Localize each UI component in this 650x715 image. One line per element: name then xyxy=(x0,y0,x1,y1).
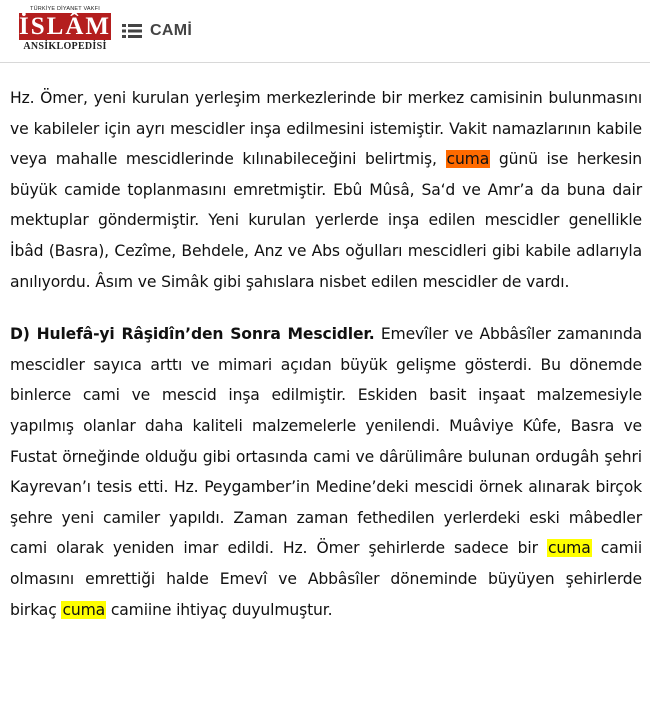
logo-main-text: İSLÂM xyxy=(19,13,111,40)
article-body xyxy=(0,63,650,625)
section-heading: D) Hulefâ-yi Râşidîn’den Sonra Mescidler. xyxy=(10,325,375,344)
search-highlight[interactable]: cuma xyxy=(548,539,591,558)
site-header xyxy=(0,0,650,63)
paragraph-text: Emevîler ve Abbâsîler zamanında mescidler sayıca arttı ve mimari açıdan büyük gelişme gösterdi. Bu dönemde binlerce cami ve mescid inşa edilmiştir. Eskiden basit inşaat malzemesiyle yapılmış olanlar daha kaliteli malzemelerle yenilendi. Muâviye Kûfe, Basra ve Fustat örneğinde olduğu gibi ortasında cami ve dârülimâre bulunan ordugâh şehri Kayrevan’ı tesis etti. Hz. Peygamber’in Medine’deki mescidi örnek alınarak birçok şehre yeni camiler yapıldı. Zaman zaman fethedilen yerlerdeki eski mâbedler cami olarak yeniden imar edildi. Hz. Ömer şehirlerde sadece bir xyxy=(10,325,642,558)
logo-bottom-text: ANSİKLOPEDİSİ xyxy=(23,41,107,52)
paragraph-text: Hz. Ömer, yeni kurulan yerleşim merkezlerinde bir merkez camisinin bulunmasını ve kabileler için ayrı mescidler inşa edilmesini istemiştir. Vakit namazlarının kabile veya mahalle mescidlerinde kılınabileceğini belirtmiş, xyxy=(10,89,642,169)
paragraph-text: camii olmasını emrettiği halde Emevî ve Abbâsîler döneminde büyüyen şehirlerde birkaç xyxy=(10,539,642,619)
logo-top-text: TÜRKİYE DİYANET VAKFI xyxy=(30,6,100,12)
search-highlight-current[interactable]: cuma xyxy=(446,150,490,169)
paragraph-text: günü ise herkesin büyük camide toplanmasını emretmiştir. Ebû Mûsâ, Sa‘d ve Amr’a da buna dair mektuplar göndermiştir. Yeni kurulan yerlerde inşa edilen mescidler genellikle İbâd (Basra), Cezîme, Behdele, Anz ve Abs oğulları mescidleri gibi kabile adlarıyla anılıyordu. Âsım ve Simâk gibi şahıslara nisbet edilen mescidler de vardı. xyxy=(10,150,642,291)
article-menu-button[interactable] xyxy=(122,20,192,42)
site-logo[interactable] xyxy=(19,6,111,56)
paragraph xyxy=(10,83,642,297)
article-title: CAMİ xyxy=(150,22,193,39)
list-icon xyxy=(122,23,142,39)
paragraph-text: camiine ihtiyaç duyulmuştur. xyxy=(106,600,333,619)
search-highlight[interactable]: cuma xyxy=(62,600,106,619)
paragraph xyxy=(10,319,642,625)
